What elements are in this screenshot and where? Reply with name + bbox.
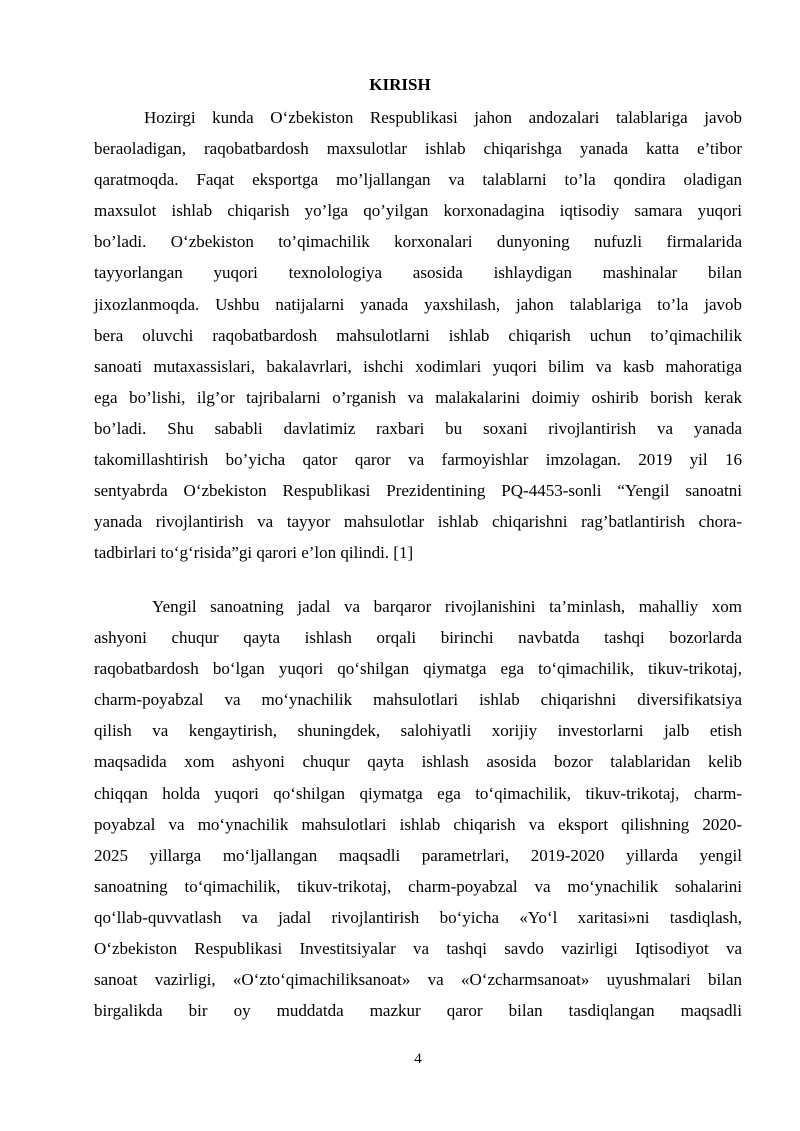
text-line: Yengil sanoatning jadal va barqaror rivojlanishini ta’minlash, mahalliy xom (152, 597, 742, 616)
text-line: ashyoni chuqur qayta ishlash orqali birinchi navbatda tashqi bozorlarda (94, 628, 742, 648)
text-line: takomillashtirish bo’yicha qator qaror va farmoyishlar imzolagan. 2019 yil 16 (94, 450, 742, 470)
text-line: sanoati mutaxassislari, bakalavrlari, ishchi xodimlari yuqori bilim va kasb mahoratiga (94, 356, 742, 376)
page-title: KIRISH (369, 75, 431, 94)
paragraph-2-text (94, 591, 742, 1026)
paragraph-1-text (94, 102, 742, 568)
text-line: jixozlanmoqda. Ushbu natijalarni yanada yaxshilash, jahon talablariga to’la javob (94, 294, 742, 314)
text-line: beraoladigan, raqobatbardosh maxsulotlar ishlab chiqarishga yanada katta e’tibor (94, 139, 742, 159)
paragraph-2 (94, 591, 742, 1026)
text-line: sentyabrda O‘zbekiston Respublikasi Prezidentining PQ-4453-sonli “Yengil sanoatni (94, 481, 742, 501)
text-line: 2025 yillarga mo‘ljallangan maqsadli parametrlari, 2019-2020 yillarda yengil (94, 845, 742, 865)
text-line: bera oluvchi raqobatbardosh mahsulotlarni ishlab chiqarish uchun to’qimachilik (94, 325, 742, 345)
text-line: qaratmoqda. Faqat eksportga mo’ljallangan va talablarni to’la qondira oladigan (94, 170, 742, 190)
text-line: tadbirlari to‘g‘risida”gi qarori e’lon qilindi. [1] (94, 543, 414, 563)
text-line: charm-poyabzal va mo‘ynachilik mahsulotlari ishlab chiqarishni diversifikatsiya (94, 690, 742, 710)
text-line: qo‘llab-quvvatlash va jadal rivojlantirish bo‘yicha «Yo‘l xaritasi»ni tasdiqlash, (94, 907, 742, 927)
text-line: raqobatbardosh bo‘lgan yuqori qo‘shilgan qiymatga ega to‘qimachilik, tikuv-trikotaj, (94, 659, 742, 679)
text-line: birgalikda bir oy muddatda mazkur qaror bilan tasdiqlangan maqsadli (94, 1001, 742, 1021)
text-line: sanoat vazirligi, «O‘zto‘qimachiliksanoat» va «O‘zcharmsanoat» uyushmalari bilan (94, 970, 742, 990)
text-line: Hozirgi kunda O‘zbekiston Respublikasi jahon andozalari talablariga javob (144, 108, 742, 127)
text-line: sanoatning to‘qimachilik, tikuv-trikotaj, charm-poyabzal va mo‘ynachilik sohalarini (94, 876, 742, 896)
text-line: maxsulot ishlab chiqarish yo’lga qo’yilgan korxonadagina iqtisodiy samara yuqori (94, 201, 742, 221)
text-line: qilish va kengaytirish, shuningdek, salohiyatli xorijiy investorlarni jalb etish (94, 721, 742, 741)
text-line: bo’ladi. Shu sababli davlatimiz raxbari bu soxani rivojlantirish va yanada (94, 418, 742, 438)
text-line: yanada rivojlantirish va tayyor mahsulotlar ishlab chiqarishni rag’batlantirish chora- (94, 512, 742, 532)
text-line: ega bo’lishi, ilg’or tajribalarni o’rganish va malakalarini doimiy oshirib borish kerak (94, 387, 742, 407)
text-line: chiqqan holda yuqori qo‘shilgan qiymatga ega to‘qimachilik, tikuv-trikotaj, charm- (94, 783, 742, 803)
text-line: O‘zbekiston Respublikasi Investitsiyalar va tashqi savdo vazirligi Iqtisodiyot va (94, 939, 742, 959)
text-line: tayyorlangan yuqori texnolologiya asosida ishlaydigan mashinalar bilan (94, 263, 742, 283)
text-line: bo’ladi. O‘zbekiston to’qimachilik korxonalari dunyoning nufuzli firmalarida (94, 232, 742, 252)
text-line: poyabzal va mo‘ynachilik mahsulotlari ishlab chiqarish va eksport qilishning 2020- (94, 814, 742, 834)
paragraph-1 (94, 102, 742, 568)
text-line: maqsadida xom ashyoni chuqur qayta ishlash asosida bozor talablaridan kelib (94, 752, 742, 772)
page-number: 4 (414, 1051, 422, 1067)
